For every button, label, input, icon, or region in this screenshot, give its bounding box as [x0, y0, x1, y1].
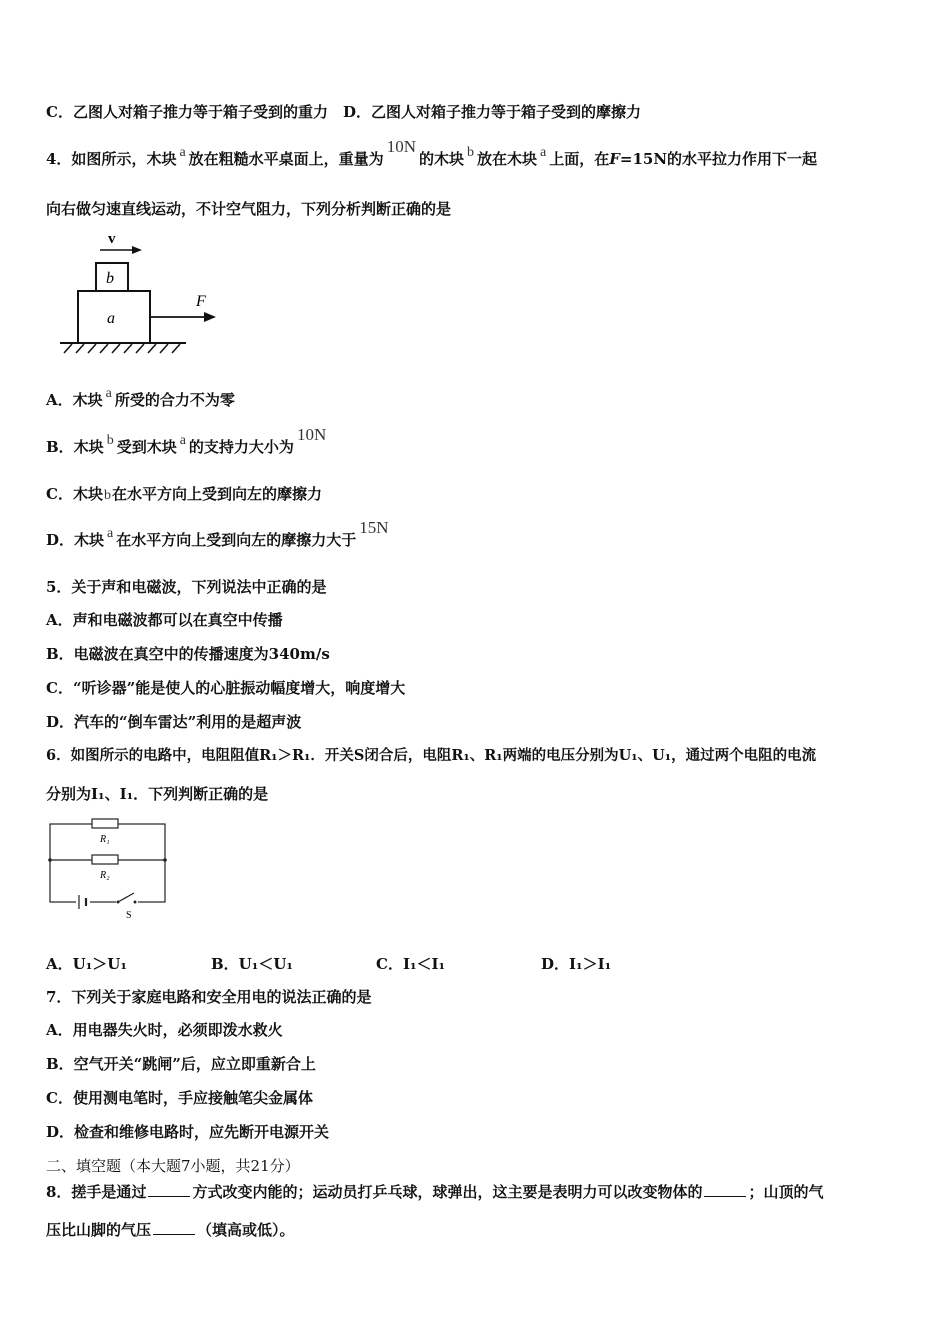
q5-option-b[interactable]: B．电磁波在真空中的传播速度为340m/s	[46, 645, 330, 663]
block-diagram	[58, 228, 206, 363]
r2-label: R₂	[100, 870, 110, 881]
q4-text: 放在粗糙水平桌面上，重量为	[188, 150, 384, 168]
q4-text: 的木块	[418, 150, 464, 168]
q6-stem-line2: 分别为I₁、I₁．下列判断正确的是	[46, 785, 269, 803]
block-a-label: a	[107, 310, 115, 327]
q8-text: 压比山脚的气压	[46, 1221, 152, 1239]
symbol-a: a	[179, 145, 186, 160]
blank-field[interactable]	[148, 1182, 190, 1197]
q4-stem-line2: 向右做匀速直线运动，不计空气阻力，下列分析判断正确的是	[46, 200, 452, 218]
blank-field[interactable]	[153, 1220, 195, 1235]
q3-options-cd: C．乙图人对箱子推力等于箱子受到的重力 D．乙图人对箱子推力等于箱子受到的摩擦力	[46, 103, 641, 121]
option-text: 的支持力大小为	[188, 438, 294, 456]
symbol-b: b	[106, 433, 114, 448]
q4-option-b[interactable]	[46, 425, 329, 459]
q8-line1	[46, 1182, 823, 1202]
q6-option-d[interactable]: D．I₁＞I₁	[541, 955, 612, 973]
q7-stem: 7．下列关于家庭电路和安全用电的说法正确的是	[46, 988, 372, 1006]
q8-text: （填高或低）。	[197, 1221, 295, 1239]
option-text: B．木块	[46, 438, 104, 456]
force-label: F	[196, 293, 206, 310]
section-heading: 二、填空题（本大题7小题，共21分）	[46, 1157, 300, 1175]
r1-label: R₁	[100, 834, 110, 845]
blank-field[interactable]	[704, 1182, 746, 1197]
symbol-b: b	[466, 145, 474, 160]
q4-text: 4．如图所示，木块	[46, 150, 177, 168]
symbol-b: b	[103, 488, 111, 503]
force-symbol: F	[609, 150, 620, 168]
force-15n: 15N	[359, 518, 389, 537]
q4-option-a[interactable]	[46, 386, 235, 412]
switch-label: S	[126, 910, 132, 921]
q6-option-c[interactable]: C．I₁＜I₁	[376, 955, 446, 973]
q6-option-a[interactable]: A．U₁＞U₁	[46, 955, 127, 973]
weight-10n: 10N	[386, 137, 416, 156]
q8-text: 8．搓手是通过	[46, 1183, 147, 1201]
symbol-a: a	[107, 526, 114, 541]
q7-option-d[interactable]: D．检查和维修电路时，应先断开电源开关	[46, 1123, 330, 1141]
option-text: 在水平方向上受到向左的摩擦力	[111, 485, 322, 503]
option-text: C．木块	[46, 485, 103, 503]
q5-option-c[interactable]: C．“听诊器”能是使人的心脏振动幅度增大，响度增大	[46, 679, 406, 697]
q4-stem-line1	[46, 137, 818, 171]
q8-text: ；山顶的气	[748, 1183, 824, 1201]
q4-text: 上面，在	[549, 150, 610, 168]
block-b-label: b	[106, 270, 114, 287]
q5-stem: 5．关于声和电磁波，下列说法中正确的是	[46, 578, 327, 596]
q4-option-d[interactable]	[46, 518, 392, 552]
q8-text: 方式改变内能的；运动员打乒乓球，球弹出，这主要是表明力可以改变物体的	[192, 1183, 703, 1201]
q6-option-b[interactable]: B．U₁＜U₁	[211, 955, 293, 973]
q4-text: =15N的水平拉力作用下一起	[619, 150, 818, 168]
q7-option-b[interactable]: B．空气开关“跳闸”后，应立即重新合上	[46, 1055, 316, 1073]
q7-option-c[interactable]: C．使用测电笔时，手应接触笔尖金属体	[46, 1089, 313, 1107]
q5-option-d[interactable]: D．汽车的“倒车雷达”利用的是超声波	[46, 713, 302, 731]
option-text: 所受的合力不为零	[114, 391, 235, 409]
option-text: 受到木块	[116, 438, 177, 456]
symbol-a: a	[540, 145, 547, 160]
symbol-a: a	[179, 433, 186, 448]
weight-10n: 10N	[296, 425, 327, 444]
q6-stem-line1: 6．如图所示的电路中，电阻阻值R₁＞R₁．开关S闭合后，电阻R₁、R₁两端的电压分别为U₁、U₁，通过两个电阻的电流	[46, 747, 817, 764]
option-text: A．木块	[46, 391, 103, 409]
velocity-label: v	[108, 231, 116, 247]
circuit-diagram	[46, 815, 176, 921]
q4-text: 放在木块	[476, 150, 537, 168]
symbol-a: a	[105, 386, 112, 401]
q7-option-a[interactable]: A．用电器失火时，必须即泼水救火	[46, 1021, 283, 1039]
option-text: 在水平方向上受到向左的摩擦力大于	[116, 531, 357, 549]
q5-option-a[interactable]: A．声和电磁波都可以在真空中传播	[46, 611, 283, 629]
q4-option-c[interactable]	[46, 484, 322, 506]
q8-line2	[46, 1220, 295, 1240]
option-text: D．木块	[46, 531, 105, 549]
